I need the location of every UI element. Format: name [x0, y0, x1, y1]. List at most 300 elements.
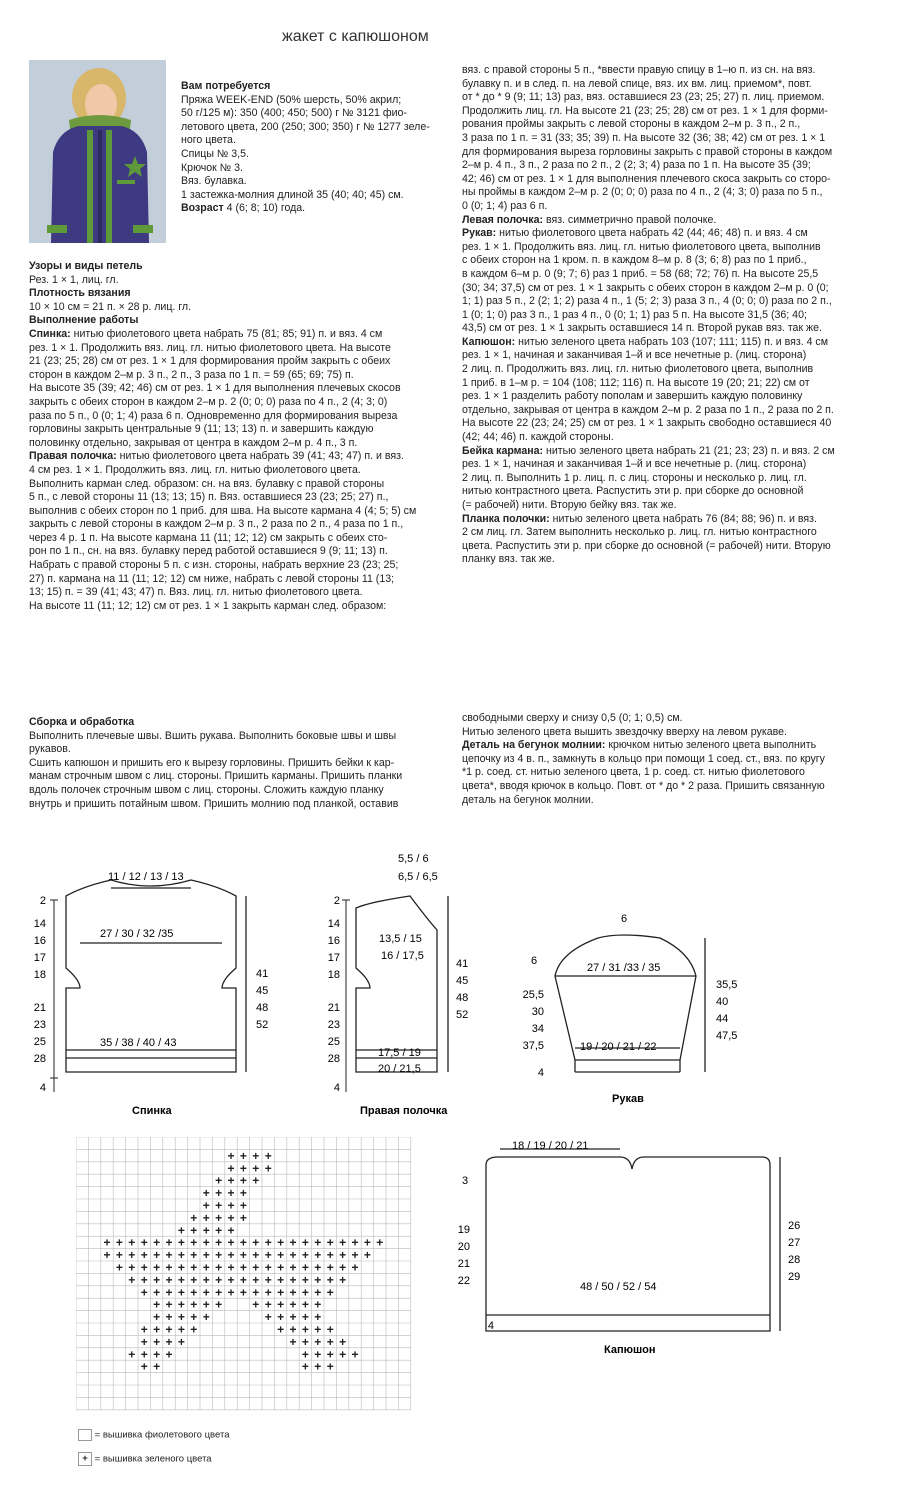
green-stitch-mark: + — [376, 1235, 384, 1250]
sleeve-scale-label: 47,5 — [716, 1030, 738, 1042]
back-right-scale — [256, 968, 268, 1031]
green-stitch-mark: + — [227, 1173, 235, 1188]
text-line — [462, 268, 882, 282]
green-stitch-mark: + — [165, 1235, 173, 1250]
green-stitch-mark: + — [190, 1235, 198, 1250]
text-line — [29, 328, 449, 342]
green-stitch-mark: + — [190, 1285, 198, 1300]
green-stitch-mark: + — [140, 1285, 148, 1300]
green-stitch-mark: + — [215, 1297, 223, 1312]
green-stitch-mark: + — [351, 1347, 359, 1362]
green-stitch-mark: + — [252, 1173, 260, 1188]
green-stitch-mark: + — [326, 1272, 334, 1287]
green-stitch-mark: + — [165, 1260, 173, 1275]
requirements-line: ного цвета. — [181, 134, 236, 147]
green-stitch-mark: + — [339, 1347, 347, 1362]
green-stitch-mark: + — [215, 1198, 223, 1213]
text-line — [29, 260, 449, 274]
green-stitch-mark: + — [227, 1260, 235, 1275]
text-line — [462, 445, 882, 459]
front-scale-label: 41 — [456, 958, 469, 970]
text-content: горловины закрыть центральные 9 (11; 13; 13) п. и завершить каждую — [29, 423, 374, 436]
text-line — [29, 410, 449, 424]
section-heading: Спинка: — [29, 327, 71, 340]
green-stitch-mark: + — [165, 1347, 173, 1362]
green-stitch-mark: + — [264, 1260, 272, 1275]
text-content: цвета. Распустить эти р. при сборке до основной (= рабочей) нити. Вторую — [462, 539, 831, 552]
green-stitch-mark: + — [165, 1272, 173, 1287]
front-scale-label: 21 — [327, 1002, 340, 1014]
green-stitch-mark: + — [252, 1285, 260, 1300]
back-scale-label: 48 — [256, 1002, 269, 1014]
green-stitch-mark: + — [202, 1248, 210, 1263]
text-content: На высоте 35 (39; 42; 46) см от рез. 1 × 1 для выполнения плечевых скосов — [29, 382, 401, 395]
green-stitch-mark: + — [277, 1310, 285, 1325]
front-scale-label: 16 — [327, 935, 340, 947]
text-content: в каждом 6–м р. 0 (9; 7; 6) раз 1 приб. = 58 (68; 72; 76) п. На высоте 25,5 — [462, 267, 819, 280]
text-content: раза по 5 п., 0 (0; 1; 4) раза 6 п. Одновременно для формирования выреза — [29, 409, 398, 422]
green-stitch-mark: + — [153, 1347, 161, 1362]
green-stitch-mark: + — [215, 1186, 223, 1201]
green-stitch-mark: + — [314, 1272, 322, 1287]
green-stitch-mark: + — [289, 1235, 297, 1250]
back-top-label: 11 / 12 / 13 / 13 — [108, 871, 184, 883]
text-content: 3 раза по 1 п. = 31 (33; 35; 39) п. На высоте 32 (36; 38; 42) см от рез. 1 × 1 — [462, 131, 826, 144]
green-stitch-mark: + — [165, 1285, 173, 1300]
text-line — [462, 739, 882, 753]
green-stitch-mark: + — [140, 1260, 148, 1275]
front-right-scale — [456, 958, 468, 1021]
green-stitch-mark: + — [128, 1248, 136, 1263]
model-photo — [29, 60, 166, 243]
green-stitch-mark: + — [277, 1248, 285, 1263]
back-left-scale-line — [50, 900, 58, 1092]
section-heading: Выполнение работы — [29, 314, 139, 327]
green-stitch-mark: + — [202, 1285, 210, 1300]
green-stitch-mark: + — [264, 1310, 272, 1325]
sleeve-scale-label: 30 — [531, 1006, 544, 1018]
green-stitch-mark: + — [301, 1235, 309, 1250]
back-bottom-label: 35 / 38 / 40 / 43 — [100, 1037, 177, 1049]
back-left-scale — [34, 895, 46, 1094]
green-stitch-mark: + — [177, 1260, 185, 1275]
green-stitch-mark: + — [289, 1272, 297, 1287]
green-stitch-mark: + — [140, 1334, 148, 1349]
text-line — [29, 784, 449, 798]
green-stitch-mark: + — [140, 1248, 148, 1263]
text-content: 2 лиц. п. Выполнить 1 р. лиц. п. с лиц. стороны и несколько р. лиц. гл. — [462, 471, 807, 484]
front-top-label-2: 6,5 / 6,5 — [398, 871, 438, 883]
requirements — [181, 80, 431, 216]
green-stitch-mark: + — [301, 1285, 309, 1300]
green-stitch-mark: + — [227, 1148, 235, 1163]
green-stitch-mark: + — [252, 1235, 260, 1250]
instructions-left-column — [29, 260, 449, 613]
green-stitch-mark: + — [177, 1272, 185, 1287]
text-line — [462, 78, 882, 92]
text-line — [462, 227, 882, 241]
back-scale-label: 25 — [33, 1036, 46, 1048]
text-line — [29, 450, 449, 464]
text-content: ны проймы в каждом 2–м р. 2 (0; 0; 0) раза по 4 п., 2 (4; 3; 0) раза по 5 п., — [462, 186, 823, 199]
green-stitch-mark: + — [190, 1272, 198, 1287]
text-content: вяз. с правой стороны 5 п., *ввести правую спицу в 1–ю п. из сн. на вяз. — [462, 64, 816, 76]
green-stitch-mark: + — [202, 1198, 210, 1213]
green-stitch-mark: + — [128, 1272, 136, 1287]
legend-green-label: = вышивка зеленого цвета — [94, 1453, 212, 1465]
green-stitch-mark: + — [339, 1248, 347, 1263]
text-line — [462, 526, 882, 540]
text-content: рез. 1 × 1 разделить работу пополам и завершить каждую половинку — [462, 390, 803, 403]
green-stitch-mark: + — [239, 1210, 247, 1225]
text-content: Выполнить плечевые швы. Вшить рукава. Выполнить боковые швы и швы — [29, 729, 397, 742]
green-stitch-mark: + — [277, 1297, 285, 1312]
assembly-left-column — [29, 716, 449, 811]
text-content: планку вяз. так же. — [462, 553, 555, 566]
pattern-diagrams — [0, 840, 924, 1140]
text-line — [29, 586, 449, 600]
text-line — [29, 274, 449, 288]
green-stitch-mark: + — [264, 1285, 272, 1300]
green-stitch-mark: + — [277, 1235, 285, 1250]
green-stitch-mark: + — [239, 1148, 247, 1163]
sleeve-left-scale — [523, 989, 544, 1079]
green-stitch-mark: + — [215, 1285, 223, 1300]
section-heading: Капюшон: — [462, 335, 516, 348]
text-content: 2 лиц. п. Продолжить вяз. лиц. гл. нитью фиолетового цвета, выполнив — [462, 363, 814, 376]
green-stitch-mark: + — [252, 1260, 260, 1275]
green-stitch-mark: + — [153, 1235, 161, 1250]
text-content: нитью контрастного цвета. Распустить эти р. при сборке до основной — [462, 485, 804, 498]
text-line — [462, 241, 882, 255]
green-stitch-mark: + — [115, 1248, 123, 1263]
green-stitch-mark: + — [301, 1297, 309, 1312]
text-content: Продолжить лиц. гл. На высоте 21 (23; 25; 28) см от рез. 1 × 1 для форми- — [462, 104, 828, 117]
green-stitch-mark: + — [177, 1322, 185, 1337]
text-line — [462, 159, 882, 173]
green-stitch-mark: + — [264, 1248, 272, 1263]
text-content: выполнив с обеих сторон по 1 приб. для шва. На высоте кармана 4 (4; 5; 5) см — [29, 504, 417, 517]
back-shoulder-label: 27 / 30 / 32 /35 — [100, 928, 174, 940]
green-stitch-mark: + — [239, 1248, 247, 1263]
green-stitch-mark: + — [190, 1310, 198, 1325]
green-stitch-mark: + — [103, 1248, 111, 1263]
green-stitch-mark: + — [289, 1285, 297, 1300]
green-stitch-mark: + — [177, 1248, 185, 1263]
green-stitch-mark: + — [301, 1334, 309, 1349]
text-content: На высоте 11 (11; 12; 12) см от рез. 1 × 1 закрыть карман след. образом: — [29, 599, 387, 612]
green-stitch-mark: + — [326, 1347, 334, 1362]
text-content: (= рабочей) нити. Вторую бейку вяз. так же. — [462, 499, 677, 511]
green-stitch-mark: + — [301, 1272, 309, 1287]
hood-top-left-label: 3 — [462, 1175, 469, 1187]
green-stitch-mark: + — [177, 1297, 185, 1312]
green-stitch-mark: + — [239, 1260, 247, 1275]
text-content: 10 × 10 см = 21 п. × 28 р. лиц. гл. — [29, 300, 192, 313]
green-stitch-mark: + — [301, 1322, 309, 1337]
text-content: крючком нитью зеленого цвета выполнить — [605, 739, 817, 752]
text-content: рез. 1 × 1. Продолжить вяз. лиц. гл. нитью фиолетового цвета. На высоте — [29, 341, 391, 354]
text-content: отдельно, закрывая от центра в каждом 2–м р. 2 раза по 1 п., 2 раза по 2 п. — [462, 403, 834, 416]
green-stitch-mark: + — [190, 1248, 198, 1263]
text-content: 0 (0; 1; 4) раз 6 п. — [462, 199, 548, 212]
text-content: цепочку из 4 в. п., замкнуть в кольцо при помощи 1 соед. ст., вяз. по кругу — [462, 752, 825, 765]
text-content: рез. 1 × 1. Продолжить вяз. лиц. гл. нитью фиолетового цвета, выполнив — [462, 240, 821, 253]
text-content: деталь на бегунок молнии. — [462, 793, 594, 806]
front-shoulder-label-2: 16 / 17,5 — [381, 950, 424, 962]
green-stitch-mark: + — [165, 1297, 173, 1312]
sleeve-width-label: 27 / 31 /33 / 35 — [587, 962, 661, 974]
text-line — [29, 716, 449, 730]
text-content: сторон в каждом 2–м р. 3 п., 2 п., 3 раза по 1 п. = 59 (65; 69; 75) п. — [29, 368, 354, 381]
front-scale-label: 52 — [456, 1009, 469, 1021]
green-stitch-mark: + — [165, 1310, 173, 1325]
text-line — [462, 417, 882, 431]
requirements-heading: Вам потребуется — [181, 80, 271, 92]
green-stitch-mark: + — [215, 1248, 223, 1263]
green-stitch-mark: + — [252, 1248, 260, 1263]
text-line — [29, 314, 449, 328]
text-line — [462, 173, 882, 187]
green-stitch-mark: + — [289, 1248, 297, 1263]
text-line — [462, 513, 882, 527]
green-stitch-mark: + — [264, 1148, 272, 1163]
green-stitch-mark: + — [140, 1347, 148, 1362]
text-content: вяз. симметрично правой полочке. — [543, 213, 717, 226]
section-heading: Сборка и обработка — [29, 716, 135, 728]
text-content: 13; 15) п. = 39 (41; 43; 47) п. Вяз. лиц. гл. нитью фиолетового цвета. — [29, 586, 363, 599]
text-line — [462, 214, 882, 228]
green-stitch-mark: + — [227, 1161, 235, 1176]
green-stitch-mark: + — [277, 1285, 285, 1300]
front-diagram — [356, 896, 448, 1072]
instructions-right-column — [462, 64, 882, 567]
hood-caption: Капюшон — [604, 1344, 656, 1356]
text-content: нитью зеленого цвета набрать 21 (21; 23; 23) п. и вяз. 2 см — [543, 444, 835, 457]
green-stitch-mark: + — [165, 1334, 173, 1349]
front-shoulder-label-1: 13,5 / 15 — [379, 933, 422, 945]
front-scale-label: 28 — [327, 1053, 340, 1065]
green-stitch-mark: + — [301, 1310, 309, 1325]
green-stitch-mark: + — [202, 1297, 210, 1312]
back-scale-label: 41 — [256, 968, 269, 980]
green-stitch-mark: + — [227, 1198, 235, 1213]
text-line — [29, 355, 449, 369]
green-stitch-mark: + — [190, 1297, 198, 1312]
hood-scale-label: 27 — [788, 1237, 801, 1249]
green-stitch-mark: + — [153, 1334, 161, 1349]
section-heading: Плотность вязания — [29, 287, 131, 300]
text-line — [29, 532, 449, 546]
text-content: нитью фиолетового цвета набрать 39 (41; 43; 47) п. и вяз. — [116, 450, 404, 463]
green-stitch-mark: + — [363, 1248, 371, 1263]
green-stitch-mark: + — [165, 1248, 173, 1263]
text-content: рон по 1 п., сн. на вяз. булавку перед работой оставшиеся 9 (9; 11; 13) п. — [29, 545, 388, 558]
hood-scale-label: 21 — [457, 1258, 470, 1270]
hood-scale-label: 4 — [487, 1320, 494, 1332]
star-embroidery-chart — [76, 1137, 412, 1417]
text-line — [29, 301, 449, 315]
front-scale-label: 4 — [333, 1082, 340, 1094]
front-left-scale-line — [342, 900, 350, 1092]
hood-top-label: 18 / 19 / 20 / 21 — [512, 1140, 589, 1152]
text-content: 2 см лиц. гл. Затем выполнить несколько р. лиц. гл. нитью контрастного — [462, 526, 817, 539]
green-stitch-mark: + — [264, 1235, 272, 1250]
green-stitch-mark: + — [326, 1359, 334, 1374]
green-stitch-mark: + — [239, 1272, 247, 1287]
text-line — [462, 458, 882, 472]
green-stitch-mark: + — [289, 1297, 297, 1312]
green-stitch-mark: + — [363, 1235, 371, 1250]
green-stitch-mark: + — [115, 1260, 123, 1275]
text-line — [29, 478, 449, 492]
requirements-line: летового цвета, 200 (250; 300; 350) г № 1277 зеле- — [181, 120, 430, 133]
back-scale-label: 2 — [39, 895, 46, 907]
text-content: 5 п., с левой стороны 11 (13; 13; 15) п. Вяз. оставшиеся 23 (23; 25; 27) п., — [29, 491, 389, 504]
green-stitch-mark: + — [227, 1223, 235, 1238]
text-content: Сшить капюшон и пришить его к вырезу горловины. Пришить бейки к кар- — [29, 756, 395, 769]
green-stitch-mark: + — [314, 1248, 322, 1263]
text-line — [462, 726, 882, 740]
text-line — [462, 336, 882, 350]
green-stitch-mark: + — [215, 1173, 223, 1188]
text-content: Рез. 1 × 1, лиц. гл. — [29, 273, 119, 286]
green-stitch-mark: + — [202, 1310, 210, 1325]
legend-purple — [78, 1429, 229, 1441]
text-content: для формирования выреза горловины закрыть с правой стороны в каждом — [462, 145, 833, 158]
text-line — [462, 132, 882, 146]
hood-scale-label: 29 — [788, 1271, 801, 1283]
section-heading: Рукав: — [462, 227, 497, 240]
text-line — [29, 770, 449, 784]
text-content: нитью зеленого цвета набрать 76 (84; 88; 96) п. и вяз. — [549, 512, 817, 525]
green-stitch-mark: + — [326, 1248, 334, 1263]
green-stitch-mark: + — [153, 1310, 161, 1325]
text-line — [29, 730, 449, 744]
sleeve-top-label: 6 — [621, 913, 628, 925]
text-line — [29, 437, 449, 451]
text-content: нитью фиолетового цвета набрать 75 (81; 85; 91) п. и вяз. 4 см — [70, 327, 383, 340]
green-stitch-mark: + — [140, 1235, 148, 1250]
green-stitch-mark: + — [140, 1359, 148, 1374]
hood-diagram — [440, 1135, 820, 1365]
green-stitch-mark: + — [227, 1186, 235, 1201]
text-content: 2–м р. 4 п., 3 п., 2 раза по 2 п., 2 (2; 3; 4) раза по 1 п. На высоте 35 (39; — [462, 159, 811, 172]
green-stitch-mark: + — [153, 1260, 161, 1275]
text-content: внутрь и пришить потайным швом. Пришить молнию под планкой, оставив — [29, 797, 399, 810]
green-stitch-mark: + — [351, 1260, 359, 1275]
green-stitch-mark: + — [227, 1272, 235, 1287]
green-stitch-mark: + — [326, 1260, 334, 1275]
text-content: нитью зеленого цвета набрать 103 (107; 111; 115) п. и вяз. 4 см — [515, 335, 829, 348]
front-scale-label: 25 — [327, 1036, 340, 1048]
hood-left-scale — [458, 1224, 494, 1332]
legend-green — [78, 1452, 212, 1466]
assembly-right-column — [462, 712, 882, 807]
hood-width-label: 48 / 50 / 52 / 54 — [580, 1281, 657, 1293]
text-line — [29, 396, 449, 410]
green-stitch-mark: + — [289, 1310, 297, 1325]
sleeve-scale-label: 37,5 — [522, 1040, 544, 1052]
text-content: На высоте 22 (23; 24; 25) см от рез. 1 × 1 закрыть свободно оставшиеся 40 — [462, 417, 832, 430]
green-stitch-mark: + — [314, 1297, 322, 1312]
green-stitch-mark: + — [314, 1359, 322, 1374]
front-bottom-label-1: 17,5 / 19 — [378, 1047, 421, 1059]
sleeve-caption: Рукав — [612, 1093, 644, 1105]
green-stitch-mark: + — [202, 1235, 210, 1250]
text-line — [462, 794, 882, 808]
back-scale-label: 17 — [33, 952, 46, 964]
text-line — [462, 753, 882, 767]
text-line — [462, 295, 882, 309]
text-content: половинку отдельно, закрывая от центра в каждом 2–м р. 4 п., 3 п. — [29, 436, 358, 449]
green-stitch-mark: + — [264, 1161, 272, 1176]
green-stitch-mark: + — [239, 1186, 247, 1201]
text-content: 27) п. кармана на 11 (11; 12; 12) см ниже, набрать с левой стороны 11 (13; — [29, 572, 395, 585]
green-stitch-mark: + — [153, 1272, 161, 1287]
sleeve-scale-label: 34 — [531, 1023, 544, 1035]
green-stitch-mark: + — [252, 1272, 260, 1287]
text-content: закрыть с левой стороны в каждом 2–м р. 3 п., 2 раза по 2 п., 4 раза по 1 п., — [29, 518, 404, 531]
sleeve-cuff-label: 19 / 20 / 21 / 22 — [580, 1041, 657, 1053]
text-content: (30; 34; 37,5) см от рез. 1 × 1 закрыть с обеих сторон в каждом 2–м р. 0 (0; — [462, 281, 829, 294]
back-scale-label: 16 — [33, 935, 46, 947]
green-stitch-mark: + — [227, 1285, 235, 1300]
front-scale-label: 2 — [333, 895, 340, 907]
text-line — [462, 64, 882, 78]
green-stitch-mark: + — [190, 1223, 198, 1238]
text-content: рукавов. — [29, 743, 71, 756]
green-stitch-mark: + — [326, 1285, 334, 1300]
sleeve-right-scale — [716, 979, 737, 1042]
hood-scale-label: 20 — [457, 1241, 470, 1253]
text-content: 1; 1) раз 5 п., 2 (2; 1; 2) раза 4 п., 1 (5; 2; 3) раза 3 п., 4 (0; 0; 0) раза по 2 п., — [462, 295, 832, 308]
text-line — [29, 342, 449, 356]
green-stitch-mark: + — [215, 1223, 223, 1238]
back-caption: Спинка — [132, 1105, 172, 1117]
sleeve-scale-label: 4 — [537, 1067, 544, 1079]
green-stitch-mark: + — [202, 1210, 210, 1225]
green-stitch-mark: + — [301, 1260, 309, 1275]
text-line — [29, 757, 449, 771]
text-content: свободными сверху и снизу 0,5 (0; 1; 0,5) см. — [462, 712, 683, 724]
hood-right-scale — [788, 1220, 800, 1283]
sleeve-scale-label: 44 — [716, 1013, 729, 1025]
text-content: (42; 44; 46) п. каждой стороны. — [462, 431, 614, 444]
text-line — [29, 559, 449, 573]
text-content: 42; 46) см от рез. 1 × 1 для выполнения плечевого скоса закрыть со сторо- — [462, 172, 831, 185]
text-line — [29, 491, 449, 505]
text-line — [462, 349, 882, 363]
green-stitch-mark: + — [289, 1322, 297, 1337]
green-stitch-mark: + — [252, 1297, 260, 1312]
green-stitch-mark: + — [239, 1235, 247, 1250]
green-stitch-mark: + — [140, 1322, 148, 1337]
text-line — [462, 485, 882, 499]
green-stitch-mark: + — [128, 1260, 136, 1275]
green-stitch-mark: + — [153, 1285, 161, 1300]
green-stitch-mark: + — [153, 1322, 161, 1337]
text-content: нитью фиолетового цвета набрать 42 (44; 46; 48) п. и вяз. 4 см — [496, 227, 808, 240]
green-stitch-mark: + — [227, 1248, 235, 1263]
green-stitch-mark: + — [190, 1322, 198, 1337]
sleeve-scale-label: 25,5 — [522, 989, 544, 1001]
green-stitch-mark: + — [314, 1347, 322, 1362]
green-stitch-mark: + — [289, 1260, 297, 1275]
text-line — [462, 472, 882, 486]
green-stitch-mark: + — [177, 1310, 185, 1325]
text-line — [462, 254, 882, 268]
